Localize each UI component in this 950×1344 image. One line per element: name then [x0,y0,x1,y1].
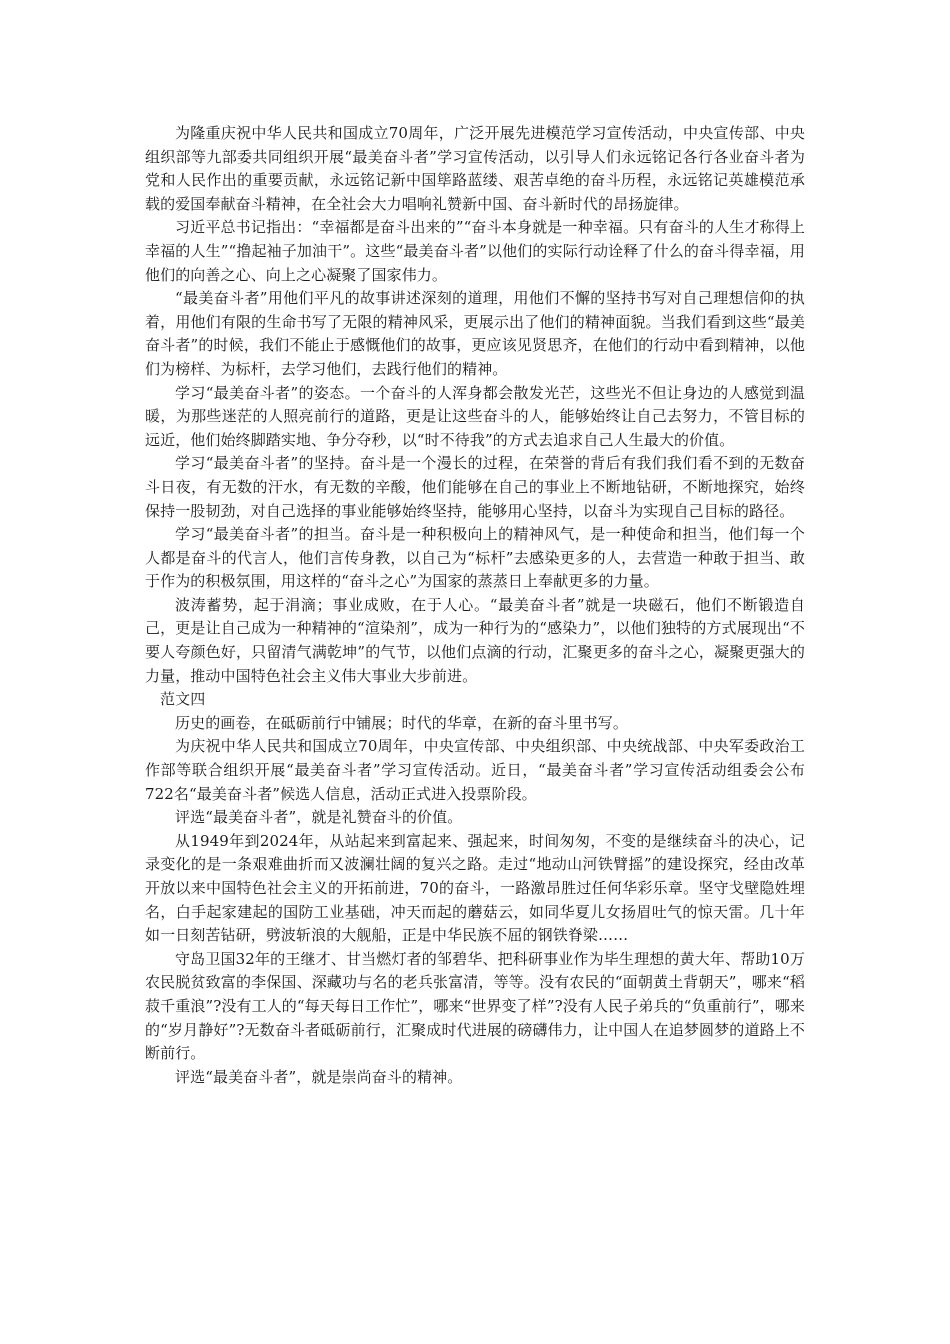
paragraph-12: 守岛卫国32年的王继才、甘当燃灯者的邹碧华、把科研事业作为毕生理想的黄大年、帮助10万农民脱贫致富的李保国、深藏功与名的老兵张富清，等等。没有农民的“面朝黄土背朝天”，哪来“稻菽千重浪”?没有工人的“每天每日工作忙”，哪来“世界变了样”?没有人民子弟兵的“负重前行”，哪来的“岁月静好”?无数奋斗者砥砺前行，汇聚成时代进展的磅礴伟力，让中国人在追梦圆梦的道路上不断前行。 [145,949,805,1063]
paragraph-3: “最美奋斗者”用他们平凡的故事讲述深刻的道理，用他们不懈的坚持书写对自己理想信仰的执着，用他们有限的生命书写了无限的精神风采，更展示出了他们的精神面貌。当我们看到这些“最美奋斗者”的时候，我们不能止于感慨他们的故事，更应该见贤思齐，在他们的行动中看到精神，以他们为榜样、为标杆，去学习他们，去践行他们的精神。 [145,289,805,378]
paragraph-6: 学习“最美奋斗者”的担当。奋斗是一种积极向上的精神风气，是一种使命和担当，他们每一个人都是奋斗的代言人，他们言传身教，以自己为“标杆”去感染更多的人，去营造一种敢于担当、敢于作为的积极氛围，用这样的“奋斗之心”为国家的蒸蒸日上奉献更多的力量。 [145,525,805,591]
paragraph-5: 学习“最美奋斗者”的坚持。奋斗是一个漫长的过程，在荣誉的背后有我们我们看不到的无数奋斗日夜，有无数的汗水，有无数的辛酸，他们能够在自己的事业上不断地钻研，不断地探究，始终保持一股韧劲，对自己选择的事业能够始终坚持，能够用心坚持，以奋斗为实现自己目标的路径。 [145,454,805,520]
paragraph-2: 习近平总书记指出：“幸福都是奋斗出来的”“奋斗本身就是一种幸福。只有奋斗的人生才称得上幸福的人生”“撸起袖子加油干”。这些“最美奋斗者”以他们的实际行动诠释了什么的奋斗得幸福，用他们的向善之心、向上之心凝聚了国家伟力。 [145,218,805,284]
document-page [145,122,805,1089]
paragraph-11: 从1949年到2024年，从站起来到富起来、强起来，时间匆匆，不变的是继续奋斗的决心，记录变化的是一条艰难曲折而又波澜壮阔的复兴之路。走过“地动山河铁臂摇”的建设探究，经由改革开放以来中国特色社会主义的开拓前进，70的奋斗，一路激昂胜过任何华彩乐章。坚守戈壁隐姓埋名，白手起家建起的国防工业基础，冲天而起的蘑菇云，如同华夏儿女扬眉吐气的惊天雷。几十年如一日刻苦钻研，劈波斩浪的大舰船，正是中华民族不屈的钢铁脊梁…… [145,831,805,945]
paragraph-10: 评选“最美奋斗者”，就是礼赞奋斗的价值。 [175,808,463,827]
paragraph-7: 波涛蓄势，起于涓滴；事业成败，在于人心。“最美奋斗者”就是一块磁石，他们不断锻造自己，更是让自己成为一种精神的“渲染剂”，成为一种行为的“感染力”，以他们独特的方式展现出“不要人夸颜色好，只留清气满乾坤”的气节，以他们点滴的行动，汇聚更多的奋斗之心，凝聚更强大的力量，推动中国特色社会主义伟大事业大步前进。 [145,595,805,685]
paragraph-8: 历史的画卷，在砥砺前行中铺展；时代的华章，在新的奋斗里书写。 [175,713,629,732]
paragraph-13: 评选“最美奋斗者”，就是崇尚奋斗的精神。 [175,1067,463,1086]
section-heading: 范文四 [160,690,206,709]
paragraph-1: 为隆重庆祝中华人民共和国成立70周年，广泛开展先进模范学习宣传活动，中央宣传部、中央组织部等九部委共同组织开展“最美奋斗者”学习宣传活动，以引导人们永远铭记各行各业奋斗者为党和人民作出的重要贡献，永远铭记新中国筚路蓝缕、艰苦卓绝的奋斗历程，永远铭记英雄模范承载的爱国奉献奋斗精神，在全社会大力唱响礼赞新中国、奋斗新时代的昂扬旋律。 [145,124,805,213]
paragraph-4: 学习“最美奋斗者”的姿态。一个奋斗的人浑身都会散发光芒，这些光不但让身边的人感觉到温暖，为那些迷茫的人照亮前行的道路，更是让这些奋斗的人，能够始终让自己去努力，不管目标的远近，他们始终脚踏实地、争分夺秒，以“时不待我”的方式去追求自己人生最大的价值。 [145,383,805,449]
paragraph-9: 为庆祝中华人民共和国成立70周年，中央宣传部、中央组织部、中央统战部、中央军委政治工作部等联合组织开展“最美奋斗者”学习宣传活动。近日，“最美奋斗者”学习宣传活动组委会公布722名“最美奋斗者”候选人信息，活动正式进入投票阶段。 [145,737,805,803]
